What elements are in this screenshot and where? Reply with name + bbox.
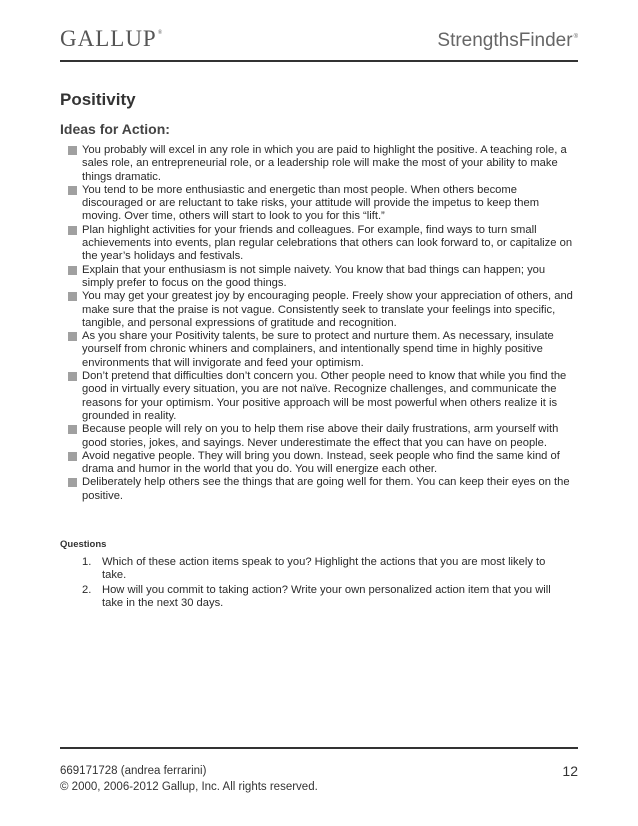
- idea-text: Don’t pretend that difficulties don’t concern you. Other people need to know that while you find the good in virtually every situation, you are not naïve. Recognize challenges, and communicate the reasons for your optimism. Your positive approach will be most powerful when others realize it is grounded in reality.: [82, 370, 567, 422]
- square-bullet-icon: [68, 226, 77, 235]
- page-header: [60, 24, 578, 60]
- page-title: Positivity: [60, 90, 136, 109]
- question-number: 1.: [82, 556, 92, 568]
- square-bullet-icon: [68, 478, 77, 487]
- ideas-list: [66, 144, 578, 503]
- idea-text: Avoid negative people. They will bring you down. Instead, seek people who find the same kind of drama and humor in the world that you do. You will energize each other.: [82, 449, 560, 476]
- square-bullet-icon: [68, 292, 77, 301]
- list-item: [66, 224, 578, 264]
- idea-text: Because people will rely on you to help them rise above their daily frustrations, arm yourself with good stories, jokes, and sayings. Never underestimate the effect that you can have on people.: [82, 423, 559, 449]
- question-text: Which of these action items speak to you? Highlight the actions that you are most likely to take.: [102, 556, 546, 582]
- idea-text: Explain that your enthusiasm is not simple naivety. You know that bad things can happen; you simply prefer to focus on the good things.: [82, 263, 546, 289]
- square-bullet-icon: [68, 266, 77, 275]
- question-text: How will you commit to taking action? Write your own personalized action item that you will take in the next 30 days.: [102, 583, 551, 609]
- questions-heading: Questions: [60, 539, 107, 550]
- square-bullet-icon: [68, 372, 77, 381]
- list-item: [82, 556, 572, 583]
- question-number: 2.: [82, 583, 92, 596]
- gallup-logo: [60, 26, 163, 52]
- idea-text: As you share your Positivity talents, be sure to protect and nurture them. As necessary, insulate yourself from chronic whiners and complainers, and intentionally spend time in highly positive environments that will invigorate and feed your optimism.: [82, 330, 554, 369]
- product-registered-mark: ®: [573, 34, 578, 40]
- logo-text: GALLUP: [60, 26, 157, 51]
- idea-text: Plan highlight activities for your friends and colleagues. For example, find ways to turn small achievements into events, plan regular celebrations that others can look forward to, or capitalize on the year’s holidays and festivals.: [82, 223, 573, 263]
- list-item: [66, 184, 578, 224]
- list-item: [66, 264, 578, 291]
- page-number: 12: [562, 763, 578, 779]
- list-item: [66, 330, 578, 370]
- product-name: [437, 30, 578, 52]
- list-item: [82, 584, 572, 611]
- idea-text: You may get your greatest joy by encouraging people. Freely show your appreciation of others, and make sure that the praise is not vague. Consistently seek to translate your feelings into specific, tangible, and personal expressions of gratitude and recognition.: [82, 290, 573, 329]
- list-item: [66, 476, 578, 503]
- list-item: [66, 423, 578, 450]
- footer-copyright: © 2000, 2006-2012 Gallup, Inc. All rights reserved.: [60, 781, 318, 793]
- product-text: StrengthsFinder: [437, 30, 573, 51]
- square-bullet-icon: [68, 425, 77, 434]
- square-bullet-icon: [68, 146, 77, 155]
- footer-divider: [60, 747, 578, 749]
- idea-text: You tend to be more enthusiastic and energetic than most people. When others become discouraged or are reluctant to take risks, your attitude will provide the impetus to keep them moving. Over time, others will start to look to you for this “lift.”: [82, 183, 540, 223]
- header-divider: [60, 60, 578, 62]
- questions-list: [82, 556, 572, 611]
- idea-text: Deliberately help others see the things that are going well for them. You can keep their eyes on the positive.: [82, 476, 570, 502]
- square-bullet-icon: [68, 332, 77, 341]
- footer-user-id: 669171728 (andrea ferrarini): [60, 765, 207, 777]
- list-item: [66, 370, 578, 423]
- list-item: [66, 290, 578, 330]
- square-bullet-icon: [68, 186, 77, 195]
- list-item: [66, 450, 578, 477]
- idea-text: You probably will excel in any role in which you are paid to highlight the positive. A teaching role, a sales role, an entrepreneurial role, or a leadership role will make the most of your ability to make things dramatic.: [82, 144, 567, 183]
- section-subtitle: Ideas for Action:: [60, 121, 170, 137]
- list-item: [66, 144, 578, 184]
- logo-registered-mark: ®: [157, 30, 164, 36]
- square-bullet-icon: [68, 452, 77, 461]
